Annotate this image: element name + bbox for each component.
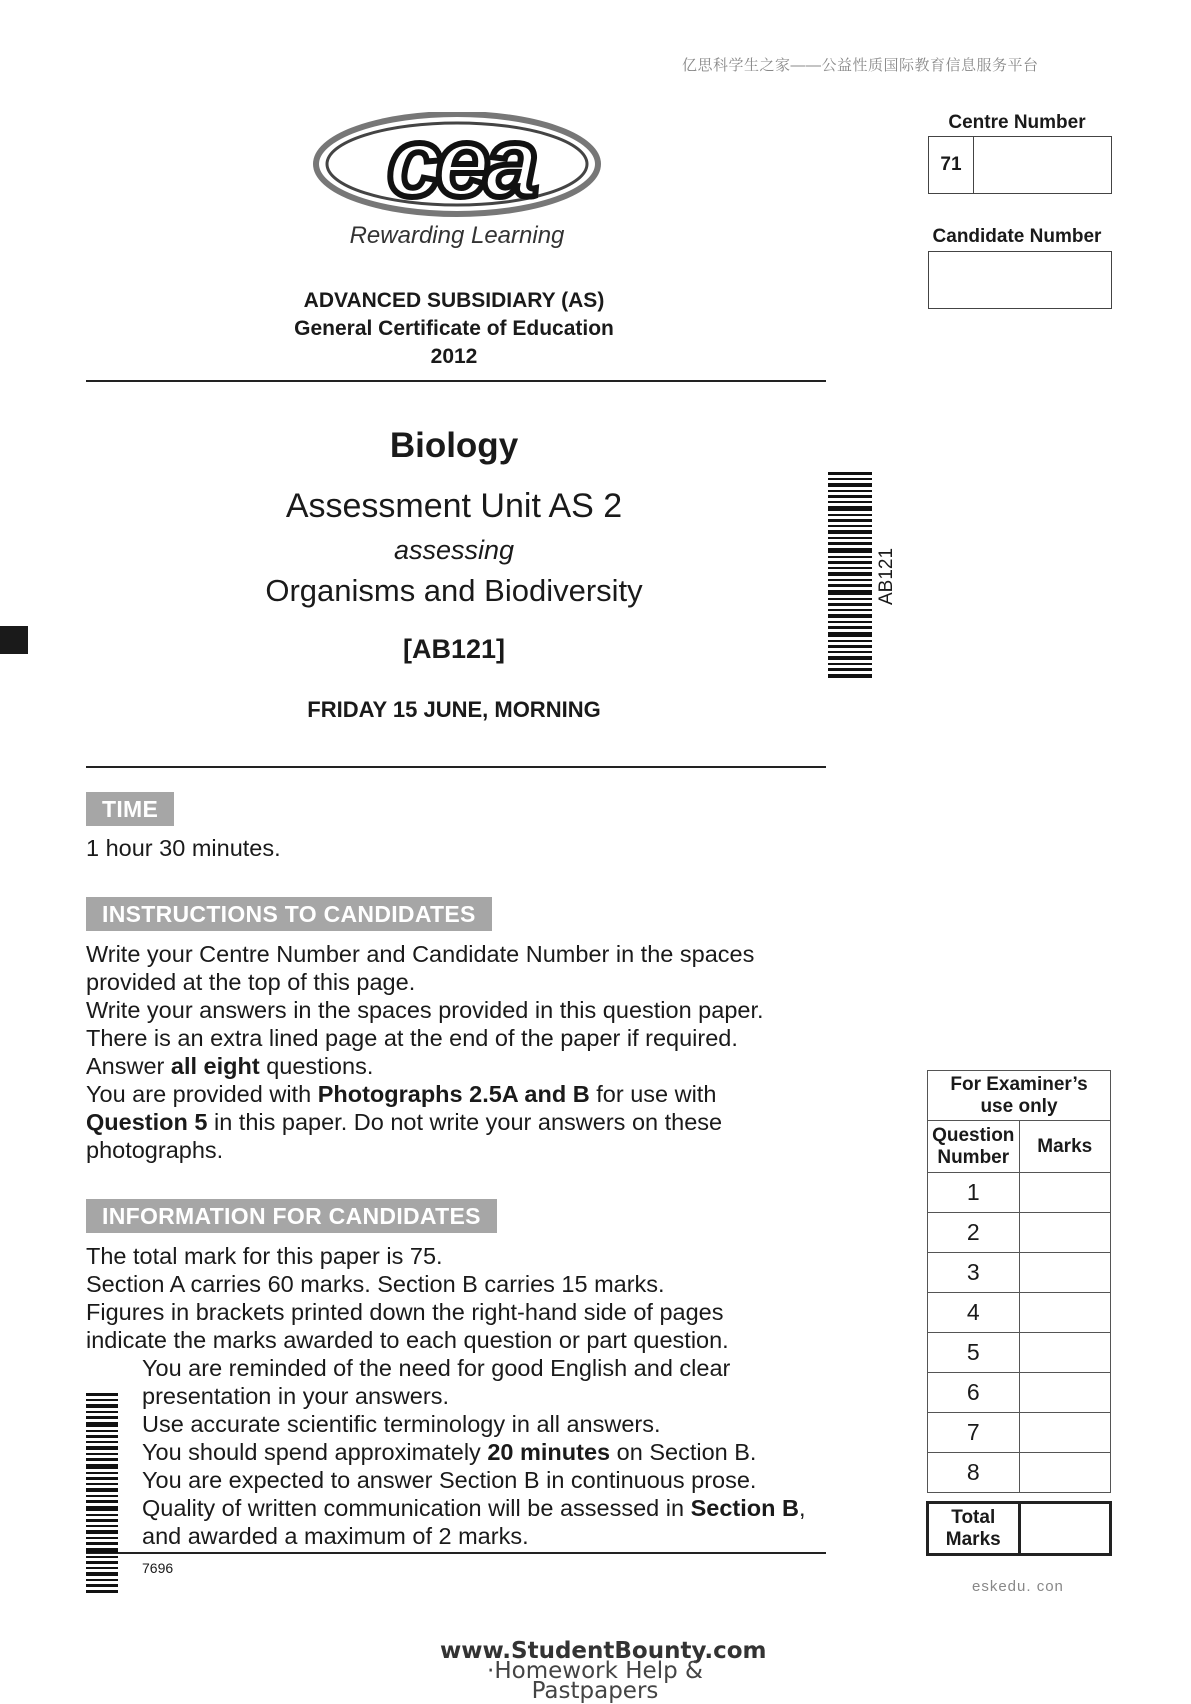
information-line: You are expected to answer Section B in continuous prose. (142, 1467, 757, 1493)
information-line: indicate the marks awarded to each question or part question. (86, 1327, 729, 1353)
marks-cell[interactable] (1019, 1373, 1111, 1413)
centre-number-prefix: 71 (929, 137, 974, 193)
exam-year: 2012 (430, 345, 478, 368)
information-line: Section A carries 60 marks. Section B carries 15 marks. (86, 1271, 665, 1297)
site-mark: eskedu. con (972, 1578, 1064, 1595)
instruction-line: You are provided with Photographs 2.5A and B for use with (86, 1081, 717, 1107)
information-line: You should spend approximately 20 minutes on Section B. (142, 1439, 757, 1465)
subject-title: Biology (389, 426, 519, 465)
question-number: 1 (928, 1173, 1020, 1213)
footer-tagline: ·Homework Help & Pastpapers (487, 1658, 703, 1704)
logo-tagline: Rewarding Learning (349, 222, 565, 249)
examiner-marks-table (926, 1070, 1112, 1556)
total-marks-cell[interactable] (1019, 1503, 1111, 1555)
footer-url: www.StudentBounty.com (440, 1638, 767, 1664)
watermark-text: 亿思科学生之家——公益性质国际教育信息服务平台 (682, 57, 1039, 74)
assessing-label: assessing (393, 535, 515, 565)
marks-cell[interactable] (1019, 1293, 1111, 1333)
information-line: and awarded a maximum of 2 marks. (142, 1523, 529, 1549)
instructions-heading: INSTRUCTIONS TO CANDIDATES (86, 897, 492, 931)
total-marks-label: Total Marks (928, 1503, 1020, 1555)
paper-barcode (828, 472, 872, 678)
centre-number-field[interactable] (928, 136, 1112, 194)
marks-cell[interactable] (1019, 1413, 1111, 1453)
marks-header: Marks (1019, 1121, 1111, 1173)
qualification-level: ADVANCED SUBSIDIARY (AS) (303, 289, 605, 312)
examiner-heading: For Examiner’s use only (928, 1071, 1111, 1121)
candidate-number-label: Candidate Number (932, 226, 1102, 247)
information-line: You are reminded of the need for good English and clear (142, 1355, 731, 1381)
assessment-unit: Assessment Unit AS 2 (285, 487, 623, 525)
qualification-name: General Certificate of Education (294, 317, 614, 340)
registration-mark (0, 626, 28, 654)
instruction-line: Write your answers in the spaces provided in this question paper. (86, 997, 764, 1023)
instruction-line: provided at the top of this page. (86, 969, 416, 995)
information-line: Figures in brackets printed down the right-hand side of pages (86, 1299, 724, 1325)
title-divider (86, 766, 826, 768)
question-number: 8 (928, 1453, 1020, 1493)
question-number: 3 (928, 1253, 1020, 1293)
barcode-label: AB121 (876, 547, 897, 605)
instruction-line: Question 5 in this paper. Do not write your answers on these (86, 1109, 723, 1135)
instruction-line: There is an extra lined page at the end of the paper if required. (86, 1025, 738, 1051)
marks-cell[interactable] (1019, 1453, 1111, 1493)
instruction-line: photographs. (86, 1137, 224, 1163)
instruction-line: Answer all eight questions. (86, 1053, 374, 1079)
cea-logo-text: cea (387, 112, 533, 217)
footer-watermark (440, 1638, 767, 1704)
centre-number-label: Centre Number (948, 112, 1086, 133)
marks-cell[interactable] (1019, 1213, 1111, 1253)
paper-code: [AB121] (402, 634, 506, 664)
question-number: 4 (928, 1293, 1020, 1333)
question-number-header: Question Number (928, 1121, 1020, 1173)
marks-cell[interactable] (1019, 1173, 1111, 1213)
question-number: 5 (928, 1333, 1020, 1373)
side-barcode (86, 1393, 118, 1593)
information-line: Use accurate scientific terminology in all answers. (142, 1411, 661, 1437)
unit-topic: Organisms and Biodiversity (265, 573, 643, 608)
marks-cell[interactable] (1019, 1253, 1111, 1293)
cea-logo (312, 112, 602, 220)
instructions-text (86, 940, 826, 1164)
information-line: The total mark for this paper is 75. (86, 1243, 443, 1269)
marks-cell[interactable] (1019, 1333, 1111, 1373)
question-number: 2 (928, 1213, 1020, 1253)
time-text: 1 hour 30 minutes. (86, 835, 281, 861)
paper-number: 7696 (142, 1560, 174, 1576)
exam-date: FRIDAY 15 JUNE, MORNING (307, 697, 601, 722)
information-heading: INFORMATION FOR CANDIDATES (86, 1199, 497, 1233)
information-line: Quality of written communication will be assessed in Section B, (142, 1495, 806, 1521)
header-divider (86, 380, 826, 382)
time-heading: TIME (86, 792, 174, 826)
information-indented-text (142, 1354, 842, 1550)
information-text (86, 1242, 826, 1354)
footer-divider (86, 1552, 826, 1554)
instruction-line: Write your Centre Number and Candidate Number in the spaces (86, 941, 755, 967)
information-line: presentation in your answers. (142, 1383, 449, 1409)
question-number: 7 (928, 1413, 1020, 1453)
candidate-number-field[interactable] (928, 251, 1112, 309)
question-number: 6 (928, 1373, 1020, 1413)
